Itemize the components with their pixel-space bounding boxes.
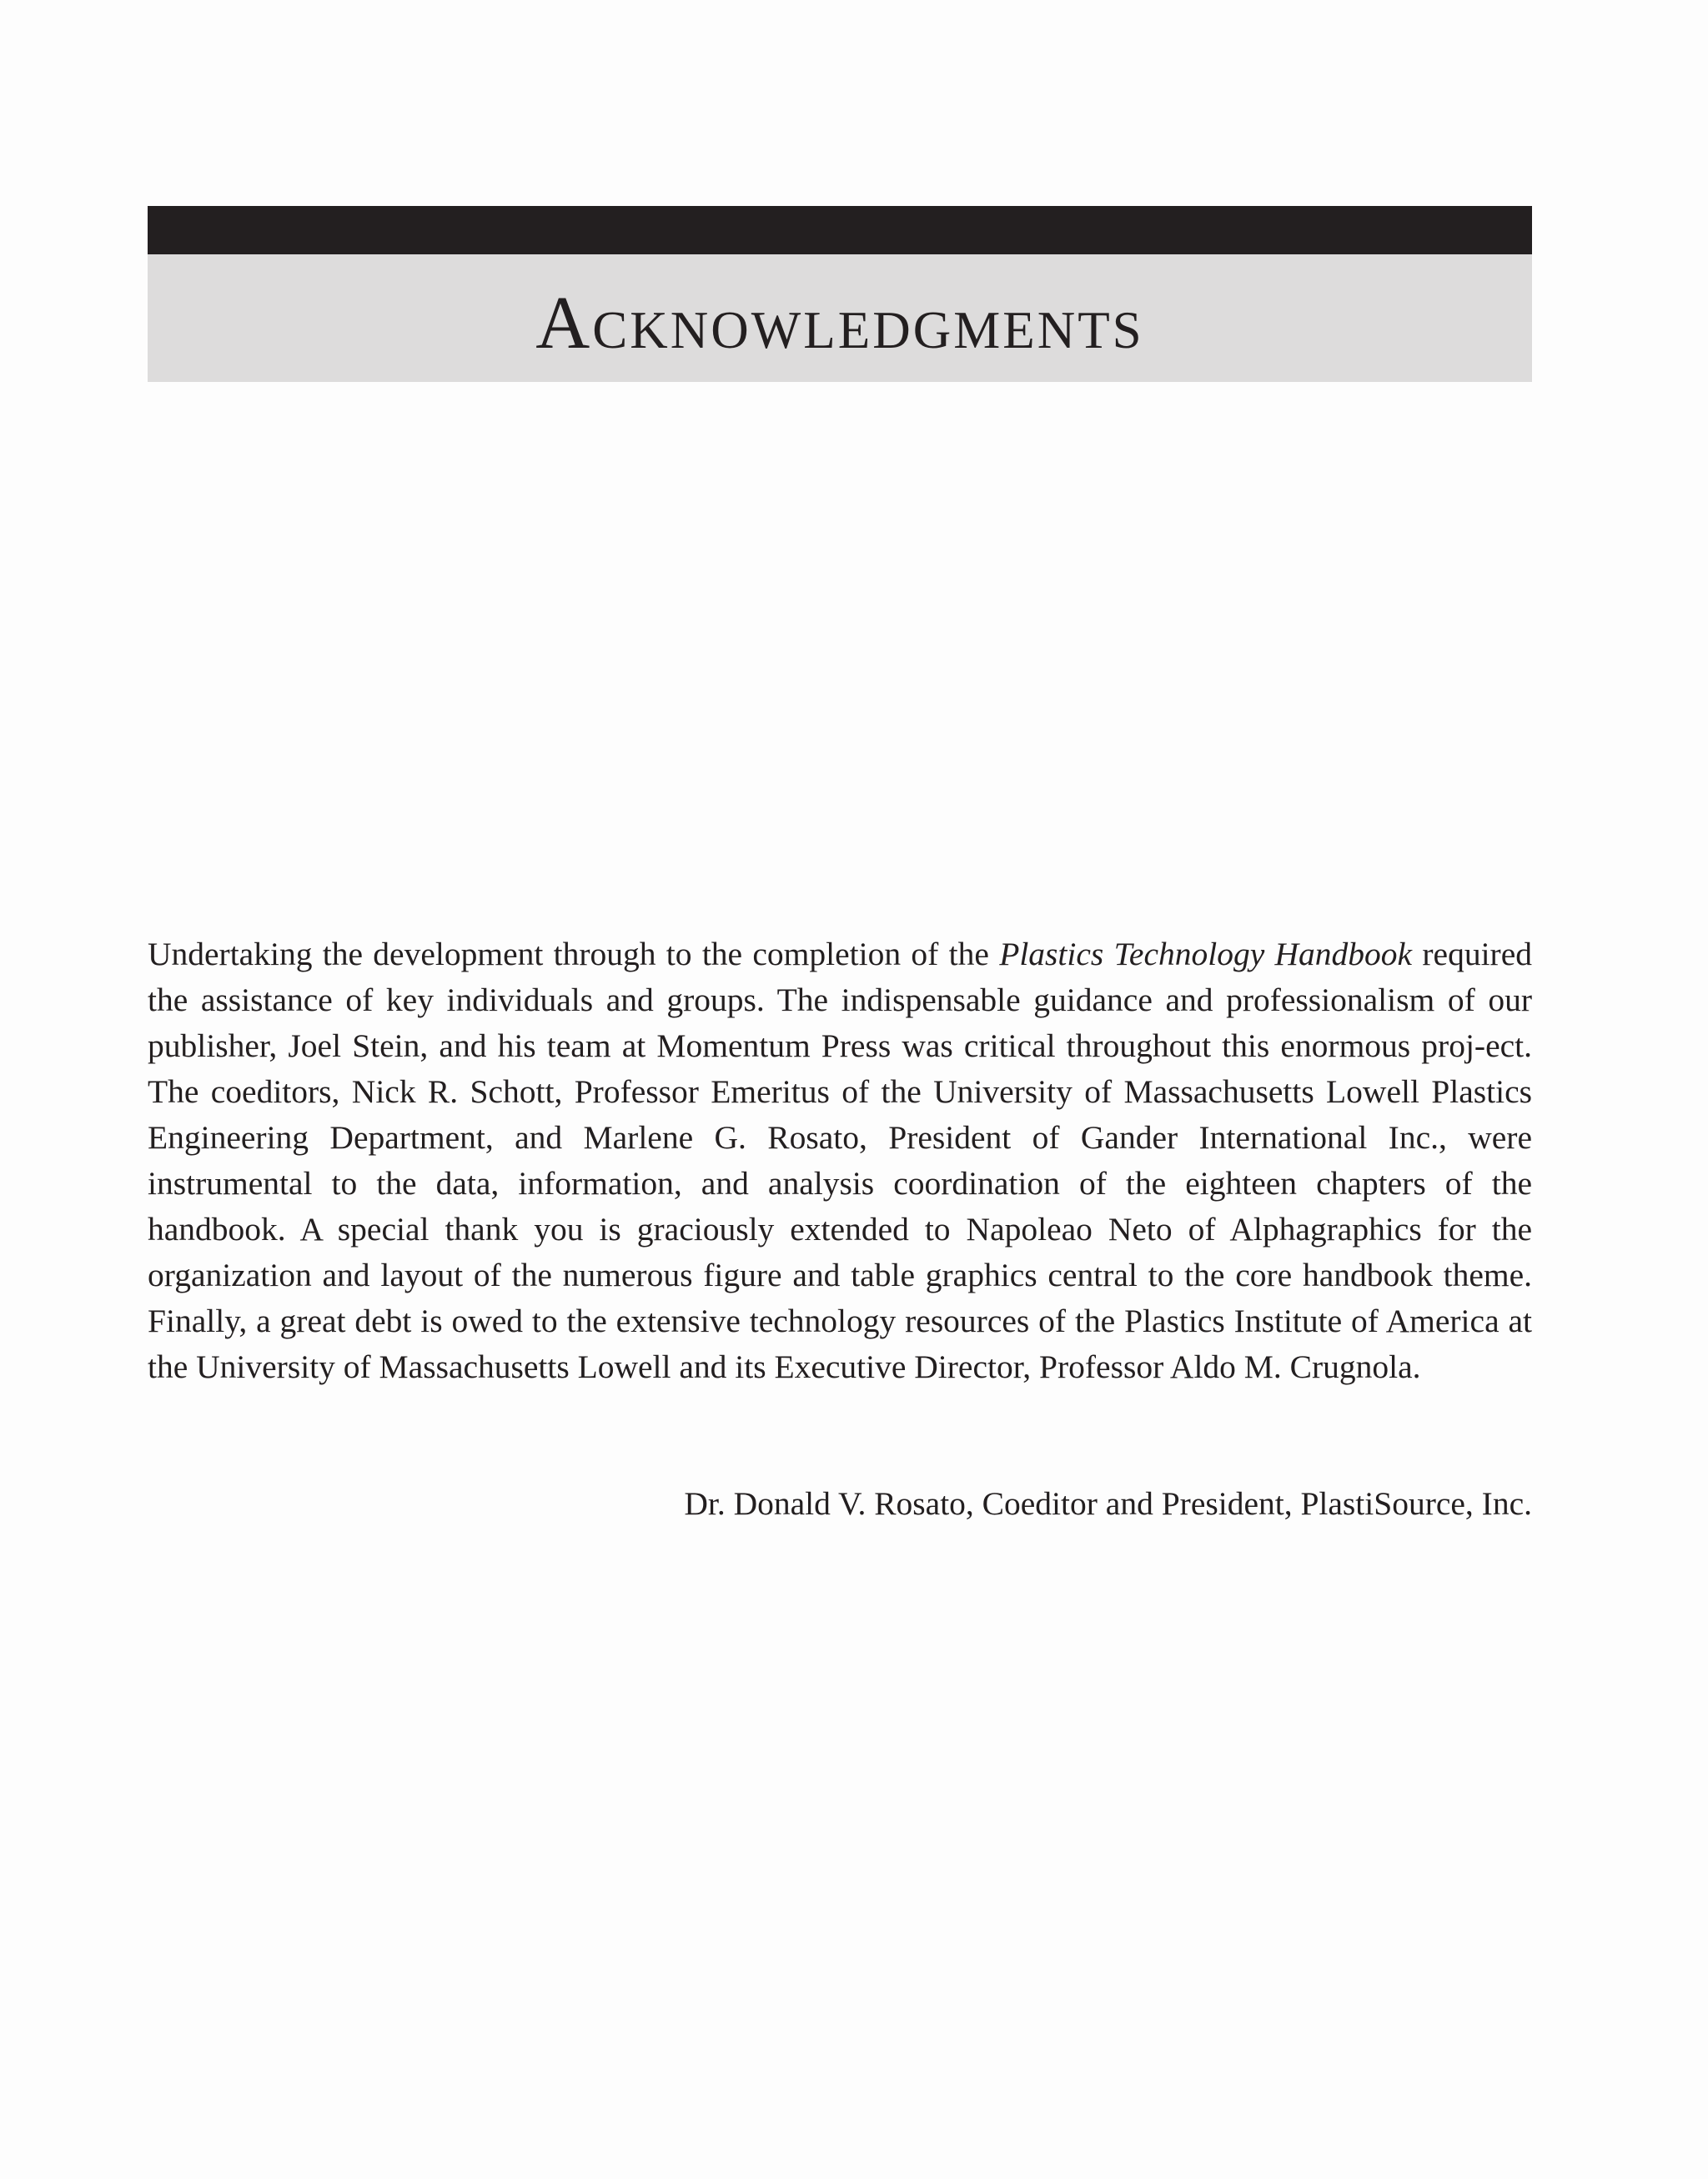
page-title: Acknowledgments	[535, 282, 1144, 364]
paragraph-text-start: Undertaking the development through to the completion of the	[148, 936, 1000, 972]
header-band	[148, 254, 1532, 382]
header-rule	[148, 206, 1532, 254]
signature-line: Dr. Donald V. Rosato, Coeditor and President, PlastiSource, Inc.	[684, 1485, 1532, 1522]
acknowledgment-paragraph	[148, 931, 1532, 1390]
book-title: Plastics Technology Handbook	[999, 936, 1413, 972]
paragraph-text-end: required the assistance of key individuals and groups. The indispensable guidance and professionalism of our publisher, Joel Stein, and his team at Momentum Press was critical throughout this enormous proj-ect. The coeditors, Nick R. Schott, Professor Emeritus of the University of Massachusetts Lowell Plastics Engineering Department, and Marlene G. Rosato, President of Gander International Inc., were instrumental to the data, information, and analysis coordination of the eighteen chapters of the handbook. A special thank you is graciously extended to Napoleao Neto of Alphagraphics for the organization and layout of the numerous figure and table graphics central to the core handbook theme. Finally, a great debt is owed to the extensive technology resources of the Plastics Institute of America at the University of Massachusetts Lowell and its Executive Director, Professor Aldo M. Crugnola.	[148, 936, 1532, 1385]
